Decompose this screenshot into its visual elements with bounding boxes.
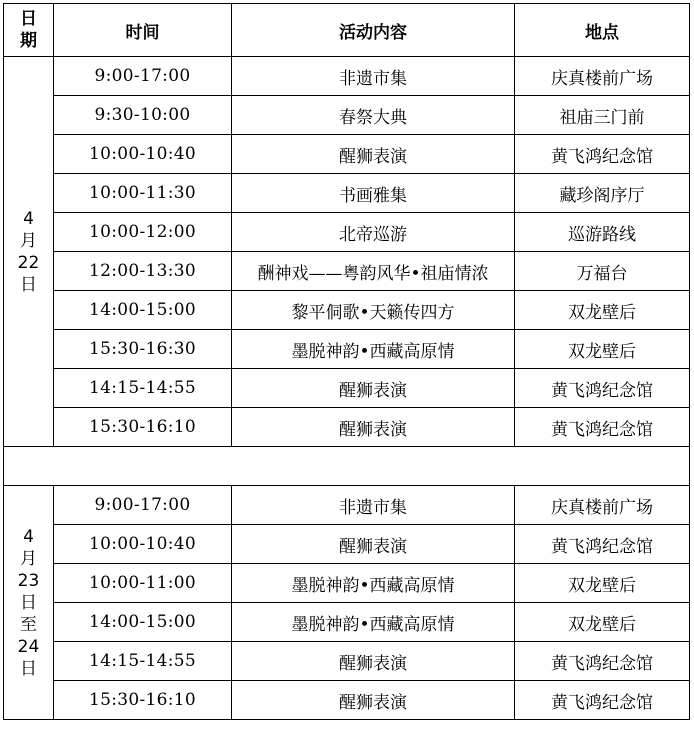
location-cell: 黄飞鸿纪念馆 bbox=[515, 681, 690, 720]
time-cell: 14:15-14:55 bbox=[54, 642, 232, 681]
date-line: 4 bbox=[23, 208, 34, 229]
header-activity: 活动内容 bbox=[232, 4, 515, 57]
activity-cell: 醒狮表演 bbox=[232, 135, 515, 174]
schedule-table bbox=[3, 3, 690, 720]
table-row bbox=[4, 369, 690, 408]
day2-date-cell bbox=[4, 486, 54, 720]
date-line: 至 bbox=[20, 614, 37, 635]
location-cell: 万福台 bbox=[515, 252, 690, 291]
table-row bbox=[4, 486, 690, 525]
date-line: 23 bbox=[17, 570, 40, 591]
time-cell: 10:00-11:30 bbox=[54, 174, 232, 213]
location-cell: 黄飞鸿纪念馆 bbox=[515, 408, 690, 447]
activity-cell: 醒狮表演 bbox=[232, 681, 515, 720]
activity-cell: 黎平侗歌•天籁传四方 bbox=[232, 291, 515, 330]
time-cell: 10:00-10:40 bbox=[54, 135, 232, 174]
date-line: 日 bbox=[20, 274, 37, 295]
time-cell: 9:00-17:00 bbox=[54, 486, 232, 525]
activity-cell: 非遗市集 bbox=[232, 486, 515, 525]
header-date bbox=[4, 4, 54, 57]
table-row bbox=[4, 57, 690, 96]
activity-cell: 墨脱神韵•西藏高原情 bbox=[232, 330, 515, 369]
table-row bbox=[4, 603, 690, 642]
day1-section bbox=[4, 57, 690, 447]
header-time: 时间 bbox=[54, 4, 232, 57]
table-row bbox=[4, 525, 690, 564]
table-header bbox=[4, 4, 690, 57]
time-cell: 14:00-15:00 bbox=[54, 603, 232, 642]
table-row bbox=[4, 213, 690, 252]
location-cell: 黄飞鸿纪念馆 bbox=[515, 525, 690, 564]
table-row bbox=[4, 291, 690, 330]
location-cell: 黄飞鸿纪念馆 bbox=[515, 135, 690, 174]
time-cell: 15:30-16:30 bbox=[54, 330, 232, 369]
activity-cell: 墨脱神韵•西藏高原情 bbox=[232, 564, 515, 603]
location-cell: 黄飞鸿纪念馆 bbox=[515, 369, 690, 408]
time-cell: 9:00-17:00 bbox=[54, 57, 232, 96]
time-cell: 14:00-15:00 bbox=[54, 291, 232, 330]
time-cell: 15:30-16:10 bbox=[54, 681, 232, 720]
table-row bbox=[4, 642, 690, 681]
time-cell: 10:00-10:40 bbox=[54, 525, 232, 564]
activity-cell: 醒狮表演 bbox=[232, 369, 515, 408]
day-separator bbox=[4, 447, 690, 486]
activity-cell: 北帝巡游 bbox=[232, 213, 515, 252]
table-row bbox=[4, 408, 690, 447]
time-cell: 12:00-13:30 bbox=[54, 252, 232, 291]
location-cell: 双龙壁后 bbox=[515, 564, 690, 603]
activity-cell: 墨脱神韵•西藏高原情 bbox=[232, 603, 515, 642]
day2-section bbox=[4, 486, 690, 720]
table-row bbox=[4, 174, 690, 213]
date-line: 日 bbox=[20, 592, 37, 613]
date-line: 月 bbox=[20, 230, 37, 251]
activity-cell: 酬神戏——粤韵风华•祖庙情浓 bbox=[232, 252, 515, 291]
date-line: 24 bbox=[17, 636, 40, 657]
location-cell: 黄飞鸿纪念馆 bbox=[515, 642, 690, 681]
location-cell: 祖庙三门前 bbox=[515, 96, 690, 135]
separator-row bbox=[4, 447, 690, 486]
activity-cell: 书画雅集 bbox=[232, 174, 515, 213]
table-row bbox=[4, 135, 690, 174]
location-cell: 双龙壁后 bbox=[515, 330, 690, 369]
table-row bbox=[4, 330, 690, 369]
table-row bbox=[4, 252, 690, 291]
table-row bbox=[4, 681, 690, 720]
location-cell: 双龙壁后 bbox=[515, 603, 690, 642]
location-cell: 藏珍阁序厅 bbox=[515, 174, 690, 213]
date-line: 月 bbox=[20, 548, 37, 569]
activity-cell: 醒狮表演 bbox=[232, 525, 515, 564]
time-cell: 10:00-11:00 bbox=[54, 564, 232, 603]
table-row bbox=[4, 564, 690, 603]
day1-date-cell bbox=[4, 57, 54, 447]
date-line: 4 bbox=[23, 526, 34, 547]
time-cell: 15:30-16:10 bbox=[54, 408, 232, 447]
activity-cell: 醒狮表演 bbox=[232, 642, 515, 681]
time-cell: 9:30-10:00 bbox=[54, 96, 232, 135]
activity-cell: 春祭大典 bbox=[232, 96, 515, 135]
location-cell: 巡游路线 bbox=[515, 213, 690, 252]
header-date-line1: 日 bbox=[20, 9, 37, 29]
location-cell: 庆真楼前广场 bbox=[515, 486, 690, 525]
header-date-line2: 期 bbox=[20, 31, 37, 51]
location-cell: 庆真楼前广场 bbox=[515, 57, 690, 96]
date-line: 日 bbox=[20, 658, 37, 679]
activity-cell: 非遗市集 bbox=[232, 57, 515, 96]
location-cell: 双龙壁后 bbox=[515, 291, 690, 330]
time-cell: 14:15-14:55 bbox=[54, 369, 232, 408]
time-cell: 10:00-12:00 bbox=[54, 213, 232, 252]
activity-cell: 醒狮表演 bbox=[232, 408, 515, 447]
table-row bbox=[4, 96, 690, 135]
date-line: 22 bbox=[17, 252, 40, 273]
header-location: 地点 bbox=[515, 4, 690, 57]
